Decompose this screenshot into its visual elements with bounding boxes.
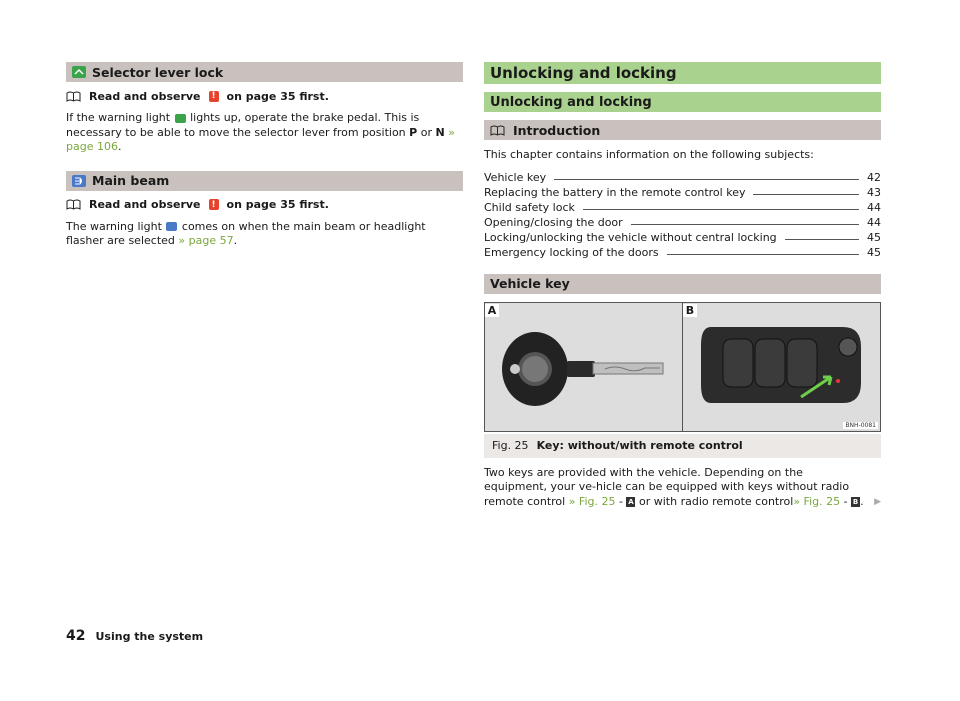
right-column — [484, 62, 881, 509]
introduction-heading: Introduction — [484, 120, 881, 140]
book-icon — [490, 125, 505, 136]
section-title: Unlocking and locking — [484, 92, 881, 112]
remote-key-illustration — [683, 303, 879, 431]
selector-paragraph: If the warning light lights up, operate the brake pedal. This is necessary to be able to move the selector lever from position P or N » page 106. — [66, 111, 455, 153]
key-without-remote-panel — [485, 303, 683, 431]
selector-lever-warning-icon — [175, 114, 186, 123]
fig-25-link[interactable]: » Fig. 25 — [793, 494, 841, 508]
left-column — [66, 62, 463, 249]
warning-exclamation-icon: ! — [209, 91, 219, 102]
figure-code: BNH-0081 — [845, 421, 876, 429]
selector-lever-warning-icon — [72, 66, 86, 78]
key-figure — [484, 302, 881, 432]
main-beam-title: Main beam — [92, 173, 170, 188]
toc-row[interactable]: Emergency locking of the doors 45 — [484, 245, 881, 259]
chapter-title: Unlocking and locking — [484, 62, 881, 84]
page-footer — [66, 628, 203, 644]
callout-b-box: B — [852, 497, 859, 506]
book-icon — [66, 91, 81, 102]
callout-a-box: A — [628, 497, 634, 506]
page-number: 42 — [66, 628, 86, 644]
toc-row[interactable]: Vehicle key 42 — [484, 170, 881, 184]
fig-25-link[interactable]: » Fig. 25 — [568, 494, 616, 508]
main-beam-note: Read and observe ! on page 35 first. — [66, 198, 463, 212]
page-57-link[interactable]: » page 57 — [178, 234, 234, 247]
page-106-link[interactable]: » page 106 — [66, 125, 455, 153]
book-icon — [66, 199, 81, 210]
toc-row[interactable]: Locking/unlocking the vehicle without central locking 45 — [484, 230, 881, 244]
mechanical-key-illustration — [485, 303, 683, 431]
key-with-remote-panel — [683, 303, 880, 431]
continue-arrow-icon: ▶ — [874, 496, 881, 507]
figure-caption: Fig. 25 Key: without/with remote control — [484, 434, 881, 458]
table-of-contents — [484, 169, 881, 259]
selector-lever-lock-heading — [66, 62, 463, 82]
main-beam-heading — [66, 171, 463, 191]
main-beam-icon — [166, 222, 177, 231]
toc-row[interactable]: Replacing the battery in the remote control key 43 — [484, 185, 881, 199]
main-beam-paragraph: The warning light comes on when the main beam or headlight flasher are selected » page 57. — [66, 219, 426, 247]
intro-text: This chapter contains information on the following subjects: — [484, 148, 814, 161]
selector-note: Read and observe ! on page 35 first. — [66, 89, 463, 103]
vehicle-key-paragraph: Two keys are provided with the vehicle. Depending on the equipment, your ve-hicle can be equipped with keys without radio remote control » Fig. 25 - A or with radio remote control» Fig. 25 - B . ▶ — [484, 465, 881, 508]
toc-row[interactable]: Opening/closing the door 44 — [484, 215, 881, 229]
footer-section: Using the system — [95, 630, 204, 643]
selector-lever-lock-title: Selector lever lock — [92, 64, 224, 80]
toc-row[interactable]: Child safety lock 44 — [484, 200, 881, 214]
panel-label-a: A — [485, 304, 499, 317]
panel-label-b: B — [683, 304, 697, 317]
main-beam-icon — [72, 175, 86, 187]
warning-exclamation-icon: ! — [209, 199, 219, 210]
vehicle-key-heading: Vehicle key — [484, 274, 881, 294]
